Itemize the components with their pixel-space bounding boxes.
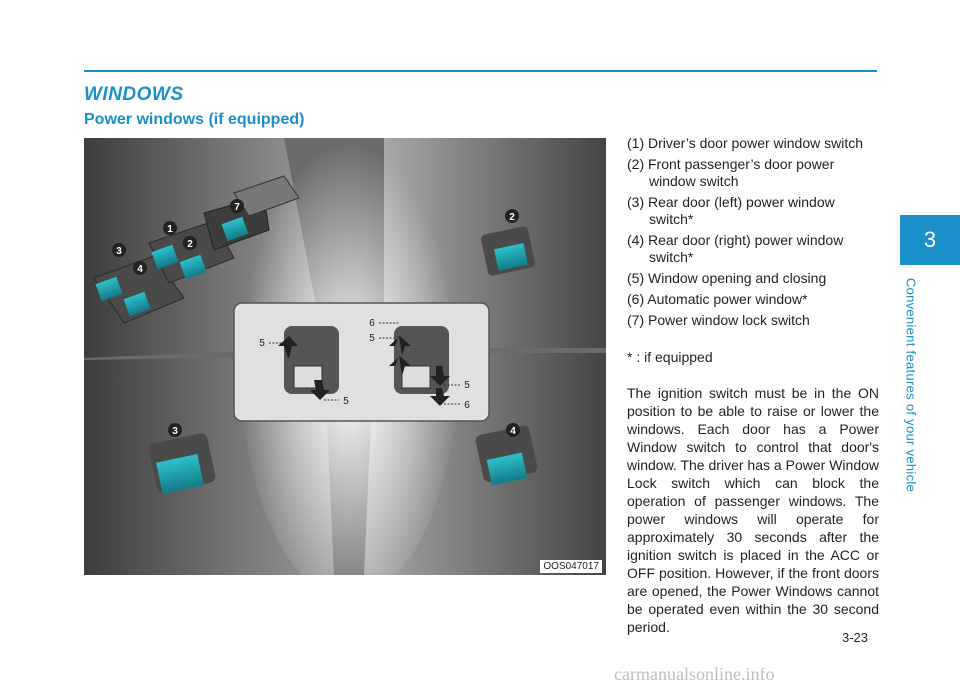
legend-item: (6) Automatic power window* [627,291,808,307]
footnote: * : if equipped [627,349,713,365]
callout-7 [230,199,244,213]
callout-2-driver [183,236,197,250]
legend-item: (3) Rear door (left) power window switch* [627,194,835,227]
body-paragraph: The ignition switch must be in the ON position to be able to raise or lower the windows. Each door has a Power Window switch to control that door's window. The driver has a Power Window Lock switch which can block the operation of passenger windows. The power windows will operate for approximately 30 seconds after the ignition switch is placed in the ACC or OFF position. However, if the front doors are opened, the Power Windows cannot be operated even within the 30 second period. [627,385,879,635]
svg-text:3: 3 [116,246,122,257]
callout-legend [627,135,877,333]
door-panels-illustration [84,138,606,575]
inset-label-6a: 6 [369,318,375,329]
svg-text:1: 1 [167,224,173,235]
callout-3-driver [112,243,126,257]
callout-1 [163,221,177,235]
legend-item: (2) Front passenger’s door power window switch [627,156,835,189]
legend-item: (5) Window opening and closing [627,270,827,286]
svg-text:4: 4 [137,264,143,275]
inset-label-5d: 5 [464,380,470,391]
svg-text:7: 7 [234,202,240,213]
page-number: 3-23 [842,630,869,645]
chapter-label [896,270,926,500]
inset-label-5a: 5 [259,338,265,349]
chapter-tab: 3 [900,215,960,265]
legend-item: (1) Driver’s door power window switch [627,135,864,151]
inset-label-5c: 5 [369,333,375,344]
svg-text:4: 4 [510,426,516,437]
watermark[interactable]: carmanualsonline.info [614,664,775,684]
power-window-figure [84,138,606,575]
inset-label-6b: 6 [464,400,470,411]
callout-4-rear [506,423,520,437]
subsection-title: Power windows (if equipped) [84,111,305,128]
legend-item: (4) Rear door (right) power window switch* [627,232,844,265]
svg-text:2: 2 [509,212,515,223]
callout-3-rear [168,423,182,437]
figure-code: OOS047017 [540,560,602,573]
header-rule [84,70,877,72]
callout-4-driver [133,261,147,275]
callout-2-passenger [505,209,519,223]
svg-text:2: 2 [187,239,193,250]
legend-item: (7) Power window lock switch [627,312,810,328]
inset-label-5b: 5 [343,396,349,407]
chapter-label-text: Convenient features of your vehicle [903,277,919,493]
section-title: WINDOWS [84,84,184,105]
switch-detail-inset [234,303,489,421]
svg-text:3: 3 [172,426,178,437]
